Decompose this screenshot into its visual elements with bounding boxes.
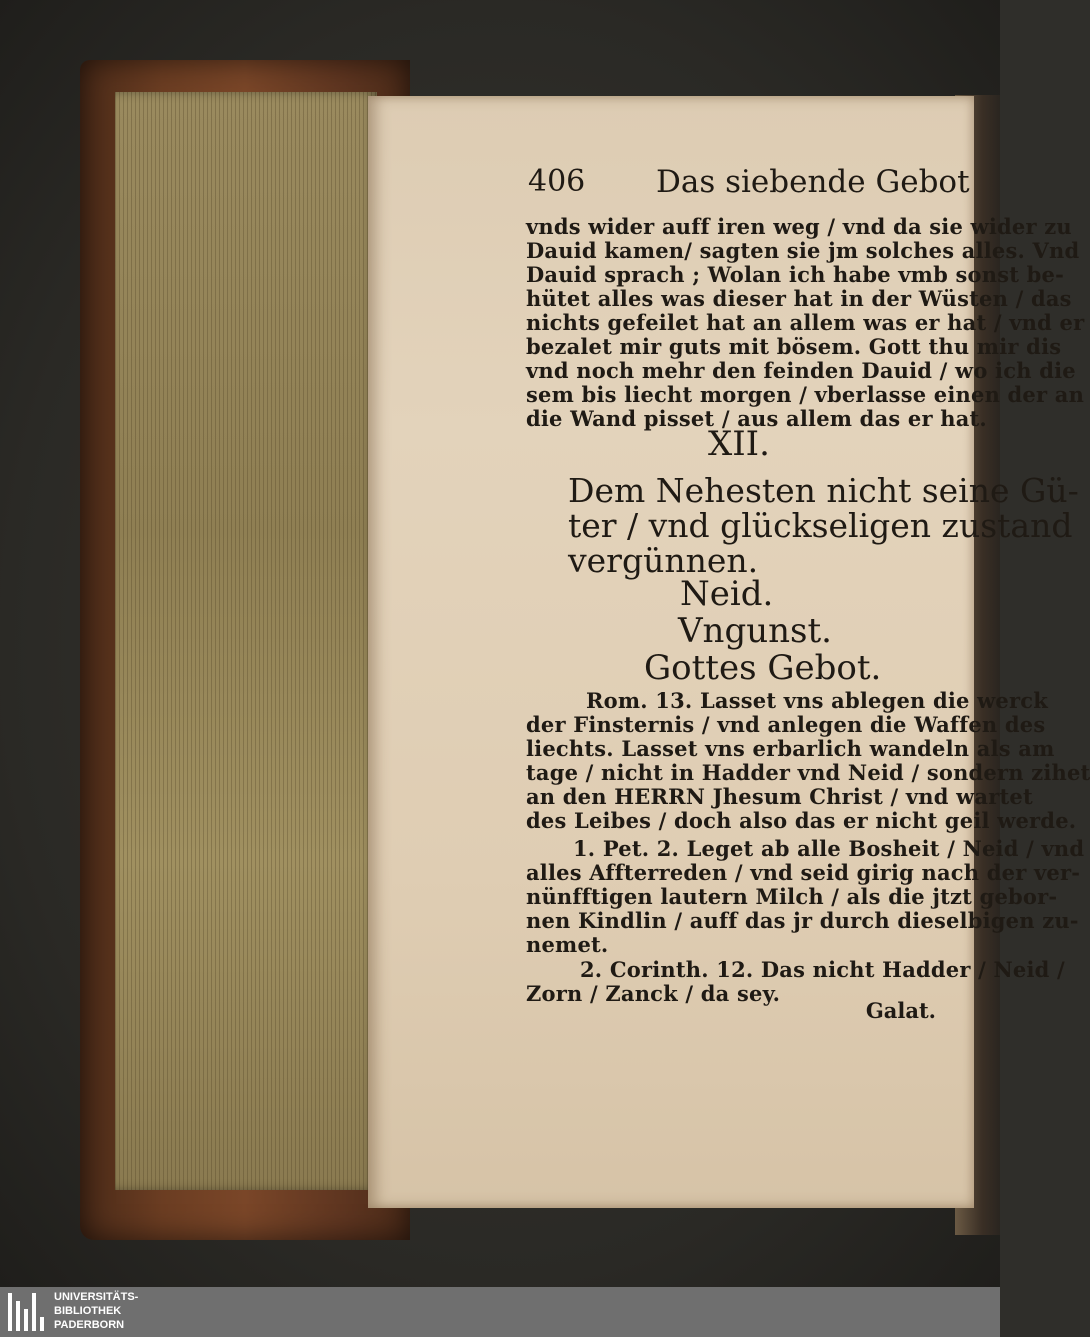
section-heading-line: Dem Nehesten nicht seine Gü-	[568, 471, 1079, 510]
sub-heading: Neid.	[680, 574, 774, 614]
scripture-line: liechts. Lasset vns erbarlich wandeln als am	[526, 736, 1055, 761]
scripture-line: tage / nicht in Hadder vnd Neid / sondern zihet	[526, 760, 1090, 785]
body-line: vnds wider auff iren weg / vnd da sie wider zu	[526, 214, 1072, 239]
section-heading-line: ter / vnd glückseligen zustand	[568, 506, 1073, 545]
library-name-line: PADERBORN	[54, 1319, 125, 1331]
body-line: vnd noch mehr den feinden Dauid / wo ich die	[526, 358, 1076, 383]
body-line: die Wand pisset / aus allem das er hat.	[526, 406, 987, 431]
scripture-line: des Leibes / doch also das er nicht geil werde.	[526, 808, 1077, 833]
sub-heading: Gottes Gebot.	[644, 648, 882, 688]
section-heading-line: vergünnen.	[568, 541, 759, 580]
scripture-line: Zorn / Zanck / da sey.	[526, 981, 781, 1006]
printed-page	[368, 96, 1090, 1208]
scripture-line: Rom. 13. Lasset vns ablegen die werck	[586, 688, 1048, 713]
running-title: Das siebende Gebot	[656, 164, 970, 200]
library-name	[54, 1290, 138, 1332]
body-line: sem bis liecht morgen / vberlasse einen der an	[526, 382, 1085, 407]
body-line: Dauid kamen/ sagten sie jm solches alles. Vnd	[526, 238, 1080, 263]
page-block-edges	[115, 92, 377, 1190]
scripture-line: nemet.	[526, 932, 609, 957]
body-line: bezalet mir guts mit bösem. Gott thu mir dis	[526, 334, 1062, 359]
catchword: Galat.	[865, 998, 936, 1023]
scripture-line: der Finsternis / vnd anlegen die Waffen des	[526, 712, 1046, 737]
body-line: nichts gefeilet hat an allem was er hat / vnd er	[526, 310, 1085, 335]
scripture-line: alles Affterreden / vnd seid girig nach der ver-	[526, 860, 1081, 885]
scripture-line: 2. Corinth. 12. Das nicht Hadder / Neid /	[580, 957, 1065, 982]
library-name-line: UNIVERSITÄTS-	[54, 1291, 139, 1303]
body-line: hütet alles was dieser hat in der Wüsten / das	[526, 286, 1072, 311]
scripture-line: an den HERRN Jhesum Christ / vnd wartet	[526, 784, 1033, 809]
scripture-line: nünfftigen lautern Milch / als die jtzt gebor-	[526, 884, 1058, 909]
sub-heading: Vngunst.	[678, 611, 832, 651]
page-number: 406	[528, 164, 586, 199]
library-name-line: BIBLIOTHEK	[54, 1305, 122, 1317]
scripture-line: 1. Pet. 2. Leget ab alle Bosheit / Neid / vnd	[573, 836, 1085, 861]
library-logo-icon	[8, 1293, 46, 1331]
scripture-line: nen Kindlin / auff das jr durch dieselbigen zu-	[526, 908, 1079, 933]
section-number: XII.	[708, 424, 770, 464]
body-line: Dauid sprach ; Wolan ich habe vmb sonst be-	[526, 262, 1064, 287]
footer-bar	[0, 1287, 1000, 1337]
